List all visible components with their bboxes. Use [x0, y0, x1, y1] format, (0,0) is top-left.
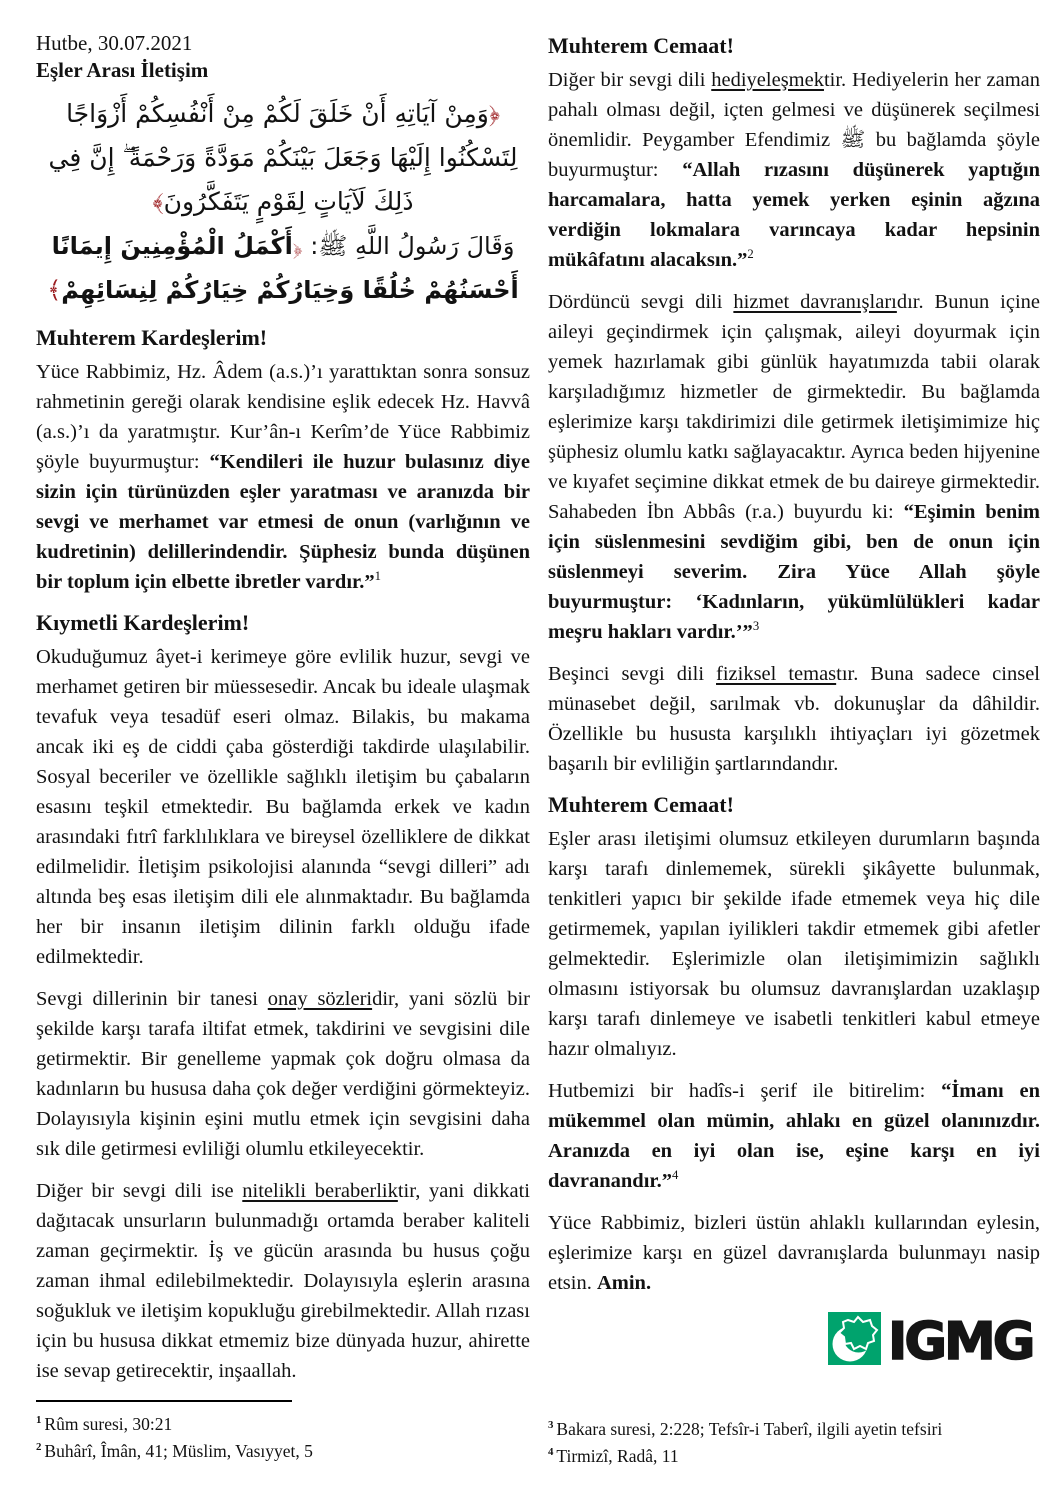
text-run: Dördüncü sevgi dili — [548, 291, 734, 313]
text-run: nitelikli beraberlik — [242, 1180, 398, 1202]
text-run: hediyeleşmek — [711, 69, 824, 91]
paragraph — [548, 287, 1040, 647]
section-heading — [36, 324, 530, 352]
section-heading — [548, 791, 1040, 819]
footnote-marker: 2 — [36, 1441, 42, 1454]
paragraph — [36, 984, 530, 1164]
footnote-ref: 4 — [672, 1168, 679, 1183]
text-run: dir, yani sözlü bir şekilde karşı tarafa iltifat etmek, takdirini ve sevgisini dile getirmektir. Bir genelleme yapmak çok doğru olmasa da kadınların bu hususa daha çok değer verdiğini görmekteyiz. Dolayısıyla kişinin eşini mutlu etmek için sevgisini daha sık dile getirmesi evliliği olumlu etkileyecektir. — [36, 988, 530, 1160]
footnote — [36, 1411, 530, 1438]
text-run: Beşinci sevgi dili — [548, 663, 717, 685]
footnote-marker: 4 — [548, 1446, 554, 1459]
text-run: Muhterem Cemaat! — [548, 792, 734, 817]
text-run: tir, yani dikkati dağıtacak unsurların bulunmadığı ortamda beraber kaliteli zaman geçirmektir. İş ve gücün arasında bu husus çoğu zaman ihmal edilebilmektedir. Dolayısıyla eşlerin arasına soğukluk ve iletişim kopukluğu girebilmektedir. Allah rızası için bu hususa dikkat etmemiz bize dünyada huzur, ahirette ise sevap getirecektir, inşaallah. — [36, 1180, 530, 1382]
text-run: Diğer bir sevgi dili ise — [36, 1180, 243, 1202]
footnotes-right — [548, 1416, 1040, 1470]
arabic-quote-block — [36, 92, 530, 312]
paragraph — [36, 357, 530, 597]
text-run: أَكْمَلُ الْمُؤْمِنِينَ إِيمَانًا أَحْسَنُهُمْ خُلُقًا وَخِيَارُكُمْ خِيَارُكُمْ لِنِسَائِهِمْ — [51, 232, 519, 304]
text-run: “Eşimin benim için süslenmesini sevdiğim gibi, ben de onun için süslenmeyi severim. Zira Yüce Allah şöyle buyurmuştur: ‘Kadınların, yükümlülükleri kadar meşru hakları vardır.’” — [548, 501, 1040, 643]
text-run: fiziksel temas — [716, 663, 837, 685]
text-run: “Kendileri ile huzur bulasınız diye sizin için türünüzden eşler yaratması ve aranızda bir sevgi ve merhamet var etmesi de onun (varlığının ve kudretinin) delillerindendir. Şüphesiz bunda düşünen bir toplum için elbette ibretler vardır.” — [36, 451, 531, 593]
date-line: Hutbe, 30.07.2021 — [36, 31, 193, 55]
igmg-logo — [548, 1308, 1040, 1366]
footnote-text: Bakara suresi, 2:228; Tefsîr-i Taberî, ilgili ayetin tefsiri — [556, 1419, 943, 1439]
right-column — [548, 30, 1040, 1310]
igmg-logo-graphic — [828, 1308, 1040, 1366]
text-run: tır. Buna sadece cinsel münasebet değil, sarılmak vb. dokunuşlar da dâhildir. Özellikle bu hususta karşılıklı ihtiyaçları iyi gözetmek başarılı bir evliliğin şartlarındandır. — [548, 663, 1040, 775]
text-run: ﴾ — [47, 276, 62, 304]
text-run: dır. Bunun içine aileyi geçindirmek için çalışmak, aileyi doyurmak için yemek hazırlamak gibi günlük hayatımızda tabii olarak karşıladığımız hizmetler de girmektedir. Bu bağlamda eşlerimize karşı takdirimizi dile getirmek iletişimimize hiç şüphesiz olumlu katkı sağlayacaktır. Ayrıca beden hijyenine ve kıyafet seçimine dikkat etmek de bu daireye girmektedir. Sahabeden İbn Abbâs (r.a.) buyurdu ki: — [548, 291, 1040, 523]
paragraph — [548, 659, 1040, 779]
text-run: tir. Hediyelerin her zaman pahalı olması değil, içten gelmesi ve düşünerek seçilmesi önemlidir. Peygamber Efendimiz ﷺ bu bağlamda şöyle buyurmuştur: — [548, 69, 1040, 181]
footnote-ref: 1 — [374, 569, 381, 584]
text-run: Amin. — [596, 1272, 652, 1294]
text-run: “İmanı en mükemmel olan mümin, ahlakı en güzel olanınızdır. Aranızda en iyi olan ise, eşine karşı en iyi davranandır.” — [548, 1080, 1041, 1192]
text-run: Yüce Rabbimiz, Hz. Âdem (a.s.)’ı yarattıktan sonra sonsuz rahmetinin gereği olarak kendisine eşlik edecek Hz. Havvâ (a.s.)’ı da yaratmıştır. Kur’ân-ı Kerîm’de Yüce Rabbimiz şöyle buyurmuştur: — [36, 361, 530, 473]
logo-wordmark: IGMG — [888, 1312, 1033, 1366]
text-run: وَقَالَ رَسُولُ اللَّهِ ﷺ: — [302, 232, 515, 260]
text-run: ﴾ — [152, 187, 164, 216]
text-run: onay sözleri — [267, 988, 373, 1010]
text-run: Hutbemizi bir hadîs-i şerif ile bitirelim: — [548, 1080, 942, 1102]
footnote-ref: 2 — [747, 247, 754, 262]
text-run: Sevgi dillerinin bir tanesi — [36, 988, 268, 1010]
footnote-marker: 1 — [36, 1414, 42, 1427]
footnote — [36, 1438, 530, 1465]
text-run: Okuduğumuz âyet-i kerimeye göre evlilik huzur, sevgi ve merhamet getiren bir müessesedir. Ancak bu ideale ulaşmak tevafuk veya tesadüf eseri olmaz. Bilakis, bu makama ancak iki eş de ciddi çaba gösterdiği takdirde ulaşılabilir. Sosyal beceriler ve özellikle sağlıklı iletişim bu çabaların esasını teşkil etmektedir. Bu bağlamda erkek ve kadın arasındaki fıtrî farklılıklara ve bireysel özelliklere de dikkat edilmelidir. İletişim psikolojisi alanında “sevgi dilleri” adı altında beş esas iletişim dili ele alınmaktadır. Bu bağlamda her bir insanın iletişim dilinin farklı olduğu ifade edilmektedir. — [36, 646, 530, 968]
paragraph — [548, 824, 1040, 1064]
footnote-text: Tirmizî, Radâ, 11 — [556, 1446, 679, 1466]
footnote-separator — [36, 1400, 292, 1402]
footnote-marker: 3 — [548, 1419, 554, 1432]
footnote-text: Rûm suresi, 30:21 — [44, 1414, 173, 1434]
text-run: Muhterem Cemaat! — [548, 33, 734, 58]
text-run: ﴿ — [488, 99, 500, 128]
text-run: “Allah rızasını düşünerek yaptığın harcamalara, hatta yemek yerken eşinin ağzına verdiğin lokmalara varıncaya kadar hepsinin mükâfatını alacaksın.” — [548, 159, 1040, 271]
text-run: Kıymetli Kardeşlerim! — [36, 610, 250, 635]
left-column — [36, 30, 530, 1398]
text-run: ﴿ — [292, 232, 303, 260]
left-column-body — [36, 324, 530, 1386]
text-run: وَمِنْ آيَاتِهِ أَنْ خَلَقَ لَكُمْ مِنْ أَنْفُسِكُمْ أَزْوَاجًا لِتَسْكُنُوا إِلَيْهَا وَجَعَلَ بَيْنَكُمْ مَوَدَّةً وَرَحْمَةً ۖ إِنَّ فِي ذَلِكَ لَآيَاتٍ لِقَوْمٍ يَتَفَكَّرُونَ — [48, 99, 518, 216]
text-run: Yüce Rabbimiz, bizleri üstün ahlaklı kullarından eylesin, eşlerimize karşı en güzel davranışlarda bulunmayı nasip etsin. — [548, 1212, 1040, 1294]
footnote — [548, 1416, 1040, 1443]
text-run: Diğer bir sevgi dili — [548, 69, 712, 91]
text-run: Muhterem Kardeşlerim! — [36, 325, 268, 350]
footnote — [548, 1443, 1040, 1470]
paragraph — [548, 65, 1040, 275]
section-heading — [36, 609, 530, 637]
hadith-arabic — [36, 224, 530, 312]
right-column-body — [548, 32, 1040, 1298]
text-run: hizmet davranışları — [733, 291, 897, 313]
text-run: Eşler arası iletişimi olumsuz etkileyen durumların başında karşı tarafı dinlememek, sürekli şikâyette bulunmak, tenkitleri yapıcı bir şekilde ifade etmemek veya hiç dile getirmemek, yapılan iyilikleri takdir etmemek gibi afetler gelmektedir. Eşlerimizle olan iletişimimizin sağlıklı olmasını istiyorsak bu olumsuz davranışlardan uzaklaşıp karşı tarafı dinlemeye ve isabetli tenkitleri kabul etmeye hazır olmalıyız. — [548, 828, 1040, 1060]
paragraph — [548, 1076, 1040, 1196]
footnote-text: Buhârî, Îmân, 41; Müslim, Vasıyyet, 5 — [44, 1441, 313, 1461]
quran-verse-arabic — [36, 92, 530, 224]
paragraph — [548, 1208, 1040, 1298]
paragraph — [36, 1176, 530, 1386]
footnote-ref: 3 — [752, 619, 760, 634]
paragraph — [36, 642, 530, 972]
page-title: Eşler Arası İletişim — [36, 58, 209, 82]
footnotes-left — [36, 1400, 530, 1465]
section-heading — [548, 32, 1040, 60]
